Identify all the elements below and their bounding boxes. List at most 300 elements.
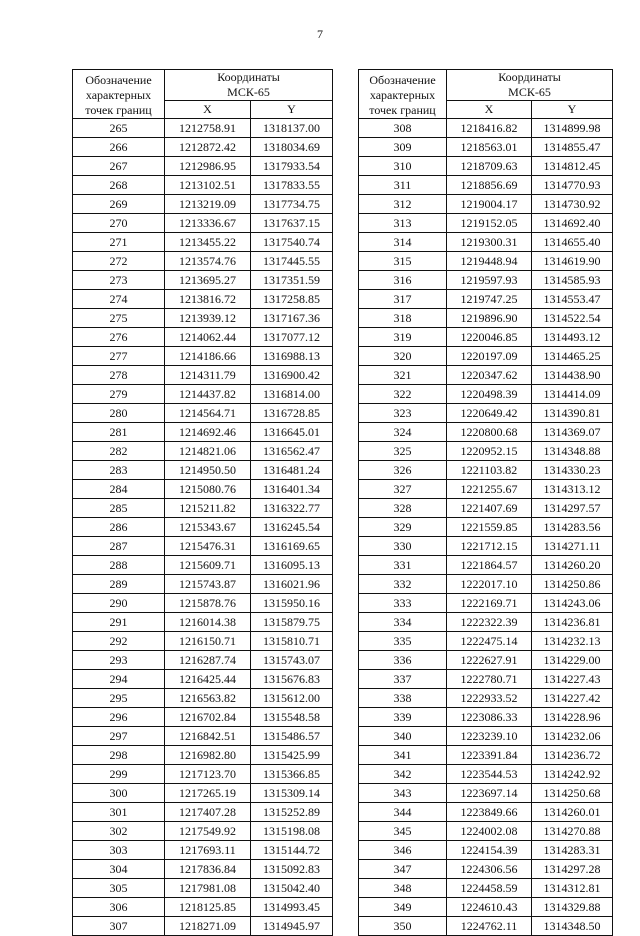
point-id-cell: 323 xyxy=(359,404,447,423)
y-coordinate-cell: 1314692.40 xyxy=(532,214,613,233)
x-coordinate-cell: 1215878.76 xyxy=(165,594,251,613)
y-coordinate-cell: 1314369.07 xyxy=(532,423,613,442)
table-row xyxy=(73,499,333,518)
point-id-cell: 292 xyxy=(73,632,165,651)
table-row xyxy=(73,784,333,803)
table-row xyxy=(73,651,333,670)
y-coordinate-cell: 1317258.85 xyxy=(251,290,333,309)
point-column-header xyxy=(359,70,447,119)
table-row xyxy=(73,518,333,537)
coordinates-table-left xyxy=(72,69,333,936)
x-coordinate-cell: 1219597.93 xyxy=(447,271,532,290)
point-id-cell: 325 xyxy=(359,442,447,461)
y-coordinate-cell: 1315743.07 xyxy=(251,651,333,670)
table-row xyxy=(359,442,613,461)
x-coordinate-cell: 1216563.82 xyxy=(165,689,251,708)
point-id-cell: 328 xyxy=(359,499,447,518)
y-coordinate-cell: 1314770.93 xyxy=(532,176,613,195)
point-id-cell: 283 xyxy=(73,461,165,480)
x-coordinate-cell: 1224762.11 xyxy=(447,917,532,936)
table-row xyxy=(359,879,613,898)
y-coordinate-cell: 1317167.36 xyxy=(251,309,333,328)
point-id-cell: 274 xyxy=(73,290,165,309)
table-row xyxy=(73,860,333,879)
y-coordinate-cell: 1314297.28 xyxy=(532,860,613,879)
coordinates-header xyxy=(447,70,613,101)
x-coordinate-cell: 1213219.09 xyxy=(165,195,251,214)
table-row xyxy=(359,594,613,613)
x-coordinate-cell: 1222017.10 xyxy=(447,575,532,594)
x-coordinate-cell: 1214564.71 xyxy=(165,404,251,423)
x-coordinate-cell: 1213336.67 xyxy=(165,214,251,233)
point-id-cell: 277 xyxy=(73,347,165,366)
x-coordinate-cell: 1220347.62 xyxy=(447,366,532,385)
point-id-cell: 341 xyxy=(359,746,447,765)
table-row xyxy=(359,252,613,271)
point-id-cell: 324 xyxy=(359,423,447,442)
table-row xyxy=(73,746,333,765)
y-coordinate-cell: 1314348.88 xyxy=(532,442,613,461)
page-number: 7 xyxy=(317,27,323,41)
point-id-cell: 332 xyxy=(359,575,447,594)
x-coordinate-cell: 1219300.31 xyxy=(447,233,532,252)
point-id-cell: 296 xyxy=(73,708,165,727)
y-coordinate-cell: 1316322.77 xyxy=(251,499,333,518)
x-coordinate-cell: 1217836.84 xyxy=(165,860,251,879)
point-id-cell: 350 xyxy=(359,917,447,936)
y-coordinate-cell: 1314438.90 xyxy=(532,366,613,385)
table-row xyxy=(359,784,613,803)
point-header-line-1: Обозначение xyxy=(85,72,152,87)
x-coordinate-cell: 1219747.25 xyxy=(447,290,532,309)
x-coordinate-cell: 1215211.82 xyxy=(165,499,251,518)
table-row xyxy=(73,214,333,233)
point-id-cell: 335 xyxy=(359,632,447,651)
point-id-cell: 290 xyxy=(73,594,165,613)
table-row xyxy=(359,746,613,765)
point-id-cell: 321 xyxy=(359,366,447,385)
table-row xyxy=(359,613,613,632)
point-id-cell: 313 xyxy=(359,214,447,233)
x-coordinate-cell: 1222780.71 xyxy=(447,670,532,689)
table-row xyxy=(73,594,333,613)
x-coordinate-cell: 1216287.74 xyxy=(165,651,251,670)
x-coordinate-cell: 1216425.44 xyxy=(165,670,251,689)
x-coordinate-cell: 1218416.82 xyxy=(447,119,532,138)
point-id-cell: 306 xyxy=(73,898,165,917)
point-id-cell: 319 xyxy=(359,328,447,347)
table-row xyxy=(73,461,333,480)
x-coordinate-cell: 1223239.10 xyxy=(447,727,532,746)
coordinates-header xyxy=(165,70,333,101)
table-row xyxy=(73,575,333,594)
table-row xyxy=(359,214,613,233)
point-id-cell: 287 xyxy=(73,537,165,556)
table-row xyxy=(73,366,333,385)
point-id-cell: 266 xyxy=(73,138,165,157)
y-coordinate-cell: 1316900.42 xyxy=(251,366,333,385)
point-id-cell: 315 xyxy=(359,252,447,271)
point-id-cell: 268 xyxy=(73,176,165,195)
y-coordinate-cell: 1316401.34 xyxy=(251,480,333,499)
x-coordinate-cell: 1214437.82 xyxy=(165,385,251,404)
y-coordinate-cell: 1316562.47 xyxy=(251,442,333,461)
x-coordinate-cell: 1214311.79 xyxy=(165,366,251,385)
y-coordinate-cell: 1314414.09 xyxy=(532,385,613,404)
x-coordinate-cell: 1219448.94 xyxy=(447,252,532,271)
point-id-cell: 304 xyxy=(73,860,165,879)
y-coordinate-cell: 1314553.47 xyxy=(532,290,613,309)
x-column-header: X xyxy=(165,101,251,119)
x-coordinate-cell: 1217407.28 xyxy=(165,803,251,822)
x-coordinate-cell: 1223697.14 xyxy=(447,784,532,803)
point-id-cell: 316 xyxy=(359,271,447,290)
y-coordinate-cell: 1314283.56 xyxy=(532,518,613,537)
point-id-cell: 265 xyxy=(73,119,165,138)
table-row xyxy=(359,290,613,309)
point-id-cell: 275 xyxy=(73,309,165,328)
table-row xyxy=(73,822,333,841)
x-coordinate-cell: 1214821.06 xyxy=(165,442,251,461)
x-coordinate-cell: 1216014.38 xyxy=(165,613,251,632)
point-header-line-2: характерных xyxy=(369,87,436,102)
table-row xyxy=(359,632,613,651)
table-row xyxy=(73,898,333,917)
table-row xyxy=(359,499,613,518)
table-row xyxy=(73,157,333,176)
table-row xyxy=(359,328,613,347)
x-coordinate-cell: 1221255.67 xyxy=(447,480,532,499)
table-row xyxy=(73,195,333,214)
table-row xyxy=(73,328,333,347)
table-row xyxy=(359,708,613,727)
point-id-cell: 297 xyxy=(73,727,165,746)
y-coordinate-cell: 1314312.81 xyxy=(532,879,613,898)
y-coordinate-cell: 1315252.89 xyxy=(251,803,333,822)
table-row xyxy=(359,651,613,670)
point-id-cell: 298 xyxy=(73,746,165,765)
x-coordinate-cell: 1222933.52 xyxy=(447,689,532,708)
x-coordinate-cell: 1217549.92 xyxy=(165,822,251,841)
table-row xyxy=(359,157,613,176)
x-coordinate-cell: 1219004.17 xyxy=(447,195,532,214)
coordinates-header-line-1: Координаты xyxy=(498,70,561,84)
point-id-cell: 322 xyxy=(359,385,447,404)
x-coordinate-cell: 1216842.51 xyxy=(165,727,251,746)
table-row xyxy=(73,347,333,366)
table-row xyxy=(73,119,333,138)
x-coordinate-cell: 1213695.27 xyxy=(165,271,251,290)
point-id-cell: 270 xyxy=(73,214,165,233)
x-coordinate-cell: 1217693.11 xyxy=(165,841,251,860)
y-coordinate-cell: 1314243.06 xyxy=(532,594,613,613)
coordinates-header-line-2: МСК-65 xyxy=(227,85,270,99)
y-coordinate-cell: 1318137.00 xyxy=(251,119,333,138)
x-coordinate-cell: 1213102.51 xyxy=(165,176,251,195)
x-coordinate-cell: 1224002.08 xyxy=(447,822,532,841)
x-coordinate-cell: 1218856.69 xyxy=(447,176,532,195)
y-coordinate-cell: 1314348.50 xyxy=(532,917,613,936)
y-coordinate-cell: 1315425.99 xyxy=(251,746,333,765)
y-coordinate-cell: 1315144.72 xyxy=(251,841,333,860)
left-table-body xyxy=(73,119,333,936)
point-id-cell: 301 xyxy=(73,803,165,822)
y-coordinate-cell: 1317637.15 xyxy=(251,214,333,233)
table-row xyxy=(73,803,333,822)
y-coordinate-cell: 1314899.98 xyxy=(532,119,613,138)
x-coordinate-cell: 1219896.90 xyxy=(447,309,532,328)
table-row xyxy=(359,423,613,442)
x-coordinate-cell: 1224154.39 xyxy=(447,841,532,860)
y-coordinate-cell: 1314655.40 xyxy=(532,233,613,252)
point-id-cell: 293 xyxy=(73,651,165,670)
point-id-cell: 347 xyxy=(359,860,447,879)
x-coordinate-cell: 1213939.12 xyxy=(165,309,251,328)
y-coordinate-cell: 1314585.93 xyxy=(532,271,613,290)
point-id-cell: 346 xyxy=(359,841,447,860)
table-row xyxy=(73,233,333,252)
point-id-cell: 339 xyxy=(359,708,447,727)
y-coordinate-cell: 1316481.24 xyxy=(251,461,333,480)
point-id-cell: 269 xyxy=(73,195,165,214)
table-row xyxy=(359,233,613,252)
table-row xyxy=(359,841,613,860)
x-coordinate-cell: 1221407.69 xyxy=(447,499,532,518)
point-id-cell: 285 xyxy=(73,499,165,518)
x-coordinate-cell: 1220197.09 xyxy=(447,347,532,366)
table-row xyxy=(359,822,613,841)
table-row xyxy=(73,917,333,936)
y-column-header: Y xyxy=(532,101,613,119)
y-coordinate-cell: 1314236.81 xyxy=(532,613,613,632)
table-row xyxy=(359,176,613,195)
point-id-cell: 282 xyxy=(73,442,165,461)
table-row xyxy=(73,290,333,309)
y-coordinate-cell: 1317734.75 xyxy=(251,195,333,214)
y-coordinate-cell: 1314250.68 xyxy=(532,784,613,803)
y-coordinate-cell: 1314330.23 xyxy=(532,461,613,480)
point-id-cell: 329 xyxy=(359,518,447,537)
y-coordinate-cell: 1315486.57 xyxy=(251,727,333,746)
point-id-cell: 300 xyxy=(73,784,165,803)
point-id-cell: 330 xyxy=(359,537,447,556)
y-coordinate-cell: 1314229.00 xyxy=(532,651,613,670)
x-coordinate-cell: 1224610.43 xyxy=(447,898,532,917)
table-row xyxy=(73,252,333,271)
x-coordinate-cell: 1220498.39 xyxy=(447,385,532,404)
x-coordinate-cell: 1217123.70 xyxy=(165,765,251,784)
point-id-cell: 340 xyxy=(359,727,447,746)
point-column-header xyxy=(73,70,165,119)
point-id-cell: 311 xyxy=(359,176,447,195)
point-id-cell: 267 xyxy=(73,157,165,176)
y-coordinate-cell: 1317077.12 xyxy=(251,328,333,347)
table-row xyxy=(359,461,613,480)
table-row xyxy=(359,309,613,328)
table-row xyxy=(73,537,333,556)
table-row xyxy=(73,670,333,689)
x-coordinate-cell: 1218271.09 xyxy=(165,917,251,936)
table-row xyxy=(73,309,333,328)
y-coordinate-cell: 1314236.72 xyxy=(532,746,613,765)
y-coordinate-cell: 1315548.58 xyxy=(251,708,333,727)
y-coordinate-cell: 1314232.06 xyxy=(532,727,613,746)
y-coordinate-cell: 1315676.83 xyxy=(251,670,333,689)
x-coordinate-cell: 1212872.42 xyxy=(165,138,251,157)
point-header-line-3: точек границ xyxy=(369,102,436,117)
y-coordinate-cell: 1317833.55 xyxy=(251,176,333,195)
y-coordinate-cell: 1315810.71 xyxy=(251,632,333,651)
point-id-cell: 337 xyxy=(359,670,447,689)
x-coordinate-cell: 1219152.05 xyxy=(447,214,532,233)
x-coordinate-cell: 1222627.91 xyxy=(447,651,532,670)
y-coordinate-cell: 1316728.85 xyxy=(251,404,333,423)
x-coordinate-cell: 1216702.84 xyxy=(165,708,251,727)
y-coordinate-cell: 1314271.11 xyxy=(532,537,613,556)
x-coordinate-cell: 1214186.66 xyxy=(165,347,251,366)
x-coordinate-cell: 1223086.33 xyxy=(447,708,532,727)
right-table-body xyxy=(359,119,613,936)
table-row xyxy=(359,575,613,594)
point-id-cell: 307 xyxy=(73,917,165,936)
x-coordinate-cell: 1215743.87 xyxy=(165,575,251,594)
point-id-cell: 276 xyxy=(73,328,165,347)
y-coordinate-cell: 1314228.96 xyxy=(532,708,613,727)
x-coordinate-cell: 1223849.66 xyxy=(447,803,532,822)
table-row xyxy=(73,879,333,898)
y-coordinate-cell: 1316245.54 xyxy=(251,518,333,537)
point-id-cell: 333 xyxy=(359,594,447,613)
y-coordinate-cell: 1314522.54 xyxy=(532,309,613,328)
point-header-line-1: Обозначение xyxy=(369,72,436,87)
table-row xyxy=(359,803,613,822)
table-row xyxy=(359,271,613,290)
x-coordinate-cell: 1215476.31 xyxy=(165,537,251,556)
table-row xyxy=(73,556,333,575)
y-coordinate-cell: 1315612.00 xyxy=(251,689,333,708)
y-coordinate-cell: 1316095.13 xyxy=(251,556,333,575)
coordinates-table-right xyxy=(358,69,613,936)
point-id-cell: 273 xyxy=(73,271,165,290)
table-row xyxy=(359,765,613,784)
point-id-cell: 331 xyxy=(359,556,447,575)
point-id-cell: 326 xyxy=(359,461,447,480)
y-coordinate-cell: 1314993.45 xyxy=(251,898,333,917)
y-coordinate-cell: 1317933.54 xyxy=(251,157,333,176)
x-coordinate-cell: 1223391.84 xyxy=(447,746,532,765)
table-row xyxy=(359,556,613,575)
point-id-cell: 279 xyxy=(73,385,165,404)
x-coordinate-cell: 1218563.01 xyxy=(447,138,532,157)
x-coordinate-cell: 1218125.85 xyxy=(165,898,251,917)
point-id-cell: 284 xyxy=(73,480,165,499)
table-row xyxy=(73,708,333,727)
table-row xyxy=(359,727,613,746)
y-coordinate-cell: 1314812.45 xyxy=(532,157,613,176)
point-id-cell: 317 xyxy=(359,290,447,309)
point-id-cell: 320 xyxy=(359,347,447,366)
x-coordinate-cell: 1215343.67 xyxy=(165,518,251,537)
table-row xyxy=(73,271,333,290)
y-coordinate-cell: 1317540.74 xyxy=(251,233,333,252)
point-id-cell: 281 xyxy=(73,423,165,442)
y-coordinate-cell: 1314260.01 xyxy=(532,803,613,822)
y-coordinate-cell: 1315042.40 xyxy=(251,879,333,898)
table-row xyxy=(73,138,333,157)
x-coordinate-cell: 1220649.42 xyxy=(447,404,532,423)
coordinates-header-line-1: Координаты xyxy=(217,70,280,84)
table-row xyxy=(73,176,333,195)
x-coordinate-cell: 1221559.85 xyxy=(447,518,532,537)
point-id-cell: 334 xyxy=(359,613,447,632)
table-row xyxy=(359,670,613,689)
point-id-cell: 310 xyxy=(359,157,447,176)
table-row xyxy=(359,404,613,423)
table-row xyxy=(359,347,613,366)
x-coordinate-cell: 1212758.91 xyxy=(165,119,251,138)
table-row xyxy=(73,765,333,784)
table-row xyxy=(359,385,613,404)
point-id-cell: 345 xyxy=(359,822,447,841)
x-coordinate-cell: 1215080.76 xyxy=(165,480,251,499)
x-coordinate-cell: 1216150.71 xyxy=(165,632,251,651)
x-coordinate-cell: 1222169.71 xyxy=(447,594,532,613)
x-coordinate-cell: 1214062.44 xyxy=(165,328,251,347)
y-coordinate-cell: 1316169.65 xyxy=(251,537,333,556)
y-coordinate-cell: 1315309.14 xyxy=(251,784,333,803)
y-coordinate-cell: 1317445.55 xyxy=(251,252,333,271)
point-id-cell: 302 xyxy=(73,822,165,841)
x-coordinate-cell: 1212986.95 xyxy=(165,157,251,176)
y-coordinate-cell: 1314329.88 xyxy=(532,898,613,917)
point-header-line-3: точек границ xyxy=(85,102,152,117)
point-id-cell: 338 xyxy=(359,689,447,708)
y-coordinate-cell: 1314619.90 xyxy=(532,252,613,271)
point-id-cell: 289 xyxy=(73,575,165,594)
point-id-cell: 342 xyxy=(359,765,447,784)
point-id-cell: 312 xyxy=(359,195,447,214)
y-coordinate-cell: 1315879.75 xyxy=(251,613,333,632)
point-id-cell: 295 xyxy=(73,689,165,708)
point-header-line-2: характерных xyxy=(85,87,152,102)
table-row xyxy=(73,841,333,860)
point-id-cell: 303 xyxy=(73,841,165,860)
table-row xyxy=(359,195,613,214)
y-coordinate-cell: 1314297.57 xyxy=(532,499,613,518)
table-row xyxy=(73,404,333,423)
point-id-cell: 280 xyxy=(73,404,165,423)
y-coordinate-cell: 1314493.12 xyxy=(532,328,613,347)
coordinates-header-line-2: МСК-65 xyxy=(508,85,551,99)
table-row xyxy=(359,860,613,879)
point-id-cell: 278 xyxy=(73,366,165,385)
table-row xyxy=(359,480,613,499)
point-id-cell: 327 xyxy=(359,480,447,499)
point-id-cell: 309 xyxy=(359,138,447,157)
x-coordinate-cell: 1221712.15 xyxy=(447,537,532,556)
x-coordinate-cell: 1215609.71 xyxy=(165,556,251,575)
x-coordinate-cell: 1217981.08 xyxy=(165,879,251,898)
x-coordinate-cell: 1220800.68 xyxy=(447,423,532,442)
y-coordinate-cell: 1314313.12 xyxy=(532,480,613,499)
point-id-cell: 299 xyxy=(73,765,165,784)
point-id-cell: 288 xyxy=(73,556,165,575)
point-id-cell: 314 xyxy=(359,233,447,252)
table-row xyxy=(73,727,333,746)
point-id-cell: 272 xyxy=(73,252,165,271)
x-coordinate-cell: 1224306.56 xyxy=(447,860,532,879)
point-id-cell: 344 xyxy=(359,803,447,822)
